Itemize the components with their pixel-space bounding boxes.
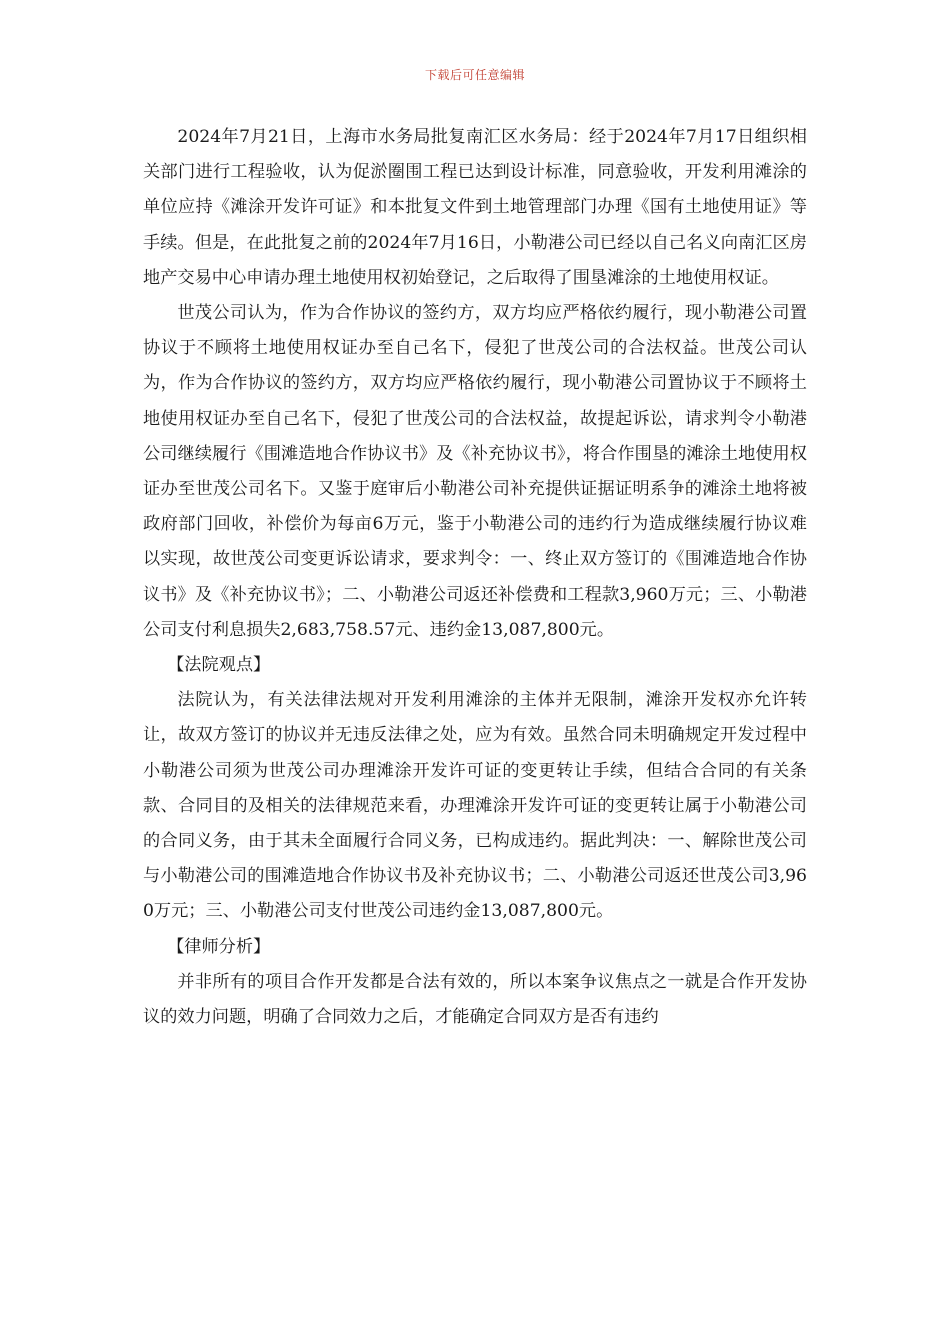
document-body bbox=[143, 120, 807, 1035]
header-note: 下载后可任意编辑 bbox=[424, 68, 525, 82]
paragraph-claim: 世茂公司认为，作为合作协议的签约方，双方均应严格依约履行，现小勒港公司置协议于不顾将土地使用权证办至自己名下，侵犯了世茂公司的合法权益。世茂公司认为，作为合作协议的签约方，双方均应严格依约履行，现小勒港公司置协议于不顾将土地使用权证办至自己名下，侵犯了世茂公司的合法权益，故提起诉讼，请求判令小勒港公司继续履行《围滩造地合作协议书》及《补充协议书》，将合作围垦的滩涂土地使用权证办至世茂公司名下。又鉴于庭审后小勒港公司补充提供证据证明系争的滩涂土地将被政府部门回收，补偿价为每亩6万元，鉴于小勒港公司的违约行为造成继续履行协议难以实现，故世茂公司变更诉讼请求，要求判令：一、终止双方签订的《围滩造地合作协议书》及《补充协议书》；二、小勒港公司返还补偿费和工程款3,960万元；三、小勒港公司支付利息损失2,683,758.57元、违约金13,087,800元。 bbox=[143, 303, 807, 640]
paragraph-court-view: 法院认为，有关法律法规对开发利用滩涂的主体并无限制，滩涂开发权亦允许转让，故双方签订的协议并无违反法律之处，应为有效。虽然合同未明确规定开发过程中小勒港公司须为世茂公司办理滩涂开发许可证的变更转让手续，但结合合同的有关条款、合同目的及相关的法律规范来看，办理滩涂开发许可证的变更转让属于小勒港公司的合同义务，由于其未全面履行合同义务，已构成违约。据此判决：一、解除世茂公司与小勒港公司的围滩造地合作协议书及补充协议书；二、小勒港公司返还世茂公司3,960万元；三、小勒港公司支付世茂公司违约金13,087,800元。 bbox=[143, 690, 807, 922]
section-heading-court-view: 【法院观点】 bbox=[167, 655, 271, 676]
paragraph-approval: 2024年7月21日，上海市水务局批复南汇区水务局：经于2024年7月17日组织相关部门进行工程验收，认为促淤圈围工程已达到设计标准，同意验收，开发利用滩涂的单位应持《滩涂开发许可证》和本批复文件到土地管理部门办理《国有土地使用证》等手续。但是，在此批复之前的2024年7月16日，小勒港公司已经以自己名义向南汇区房地产交易中心申请办理土地使用权初始登记，之后取得了围垦滩涂的土地使用权证。 bbox=[143, 127, 807, 288]
paragraph-lawyer-analysis: 并非所有的项目合作开发都是合法有效的，所以本案争议焦点之一就是合作开发协议的效力问题，明确了合同效力之后，才能确定合同双方是否有违约 bbox=[143, 971, 807, 1028]
section-heading-lawyer-analysis: 【律师分析】 bbox=[167, 936, 271, 957]
